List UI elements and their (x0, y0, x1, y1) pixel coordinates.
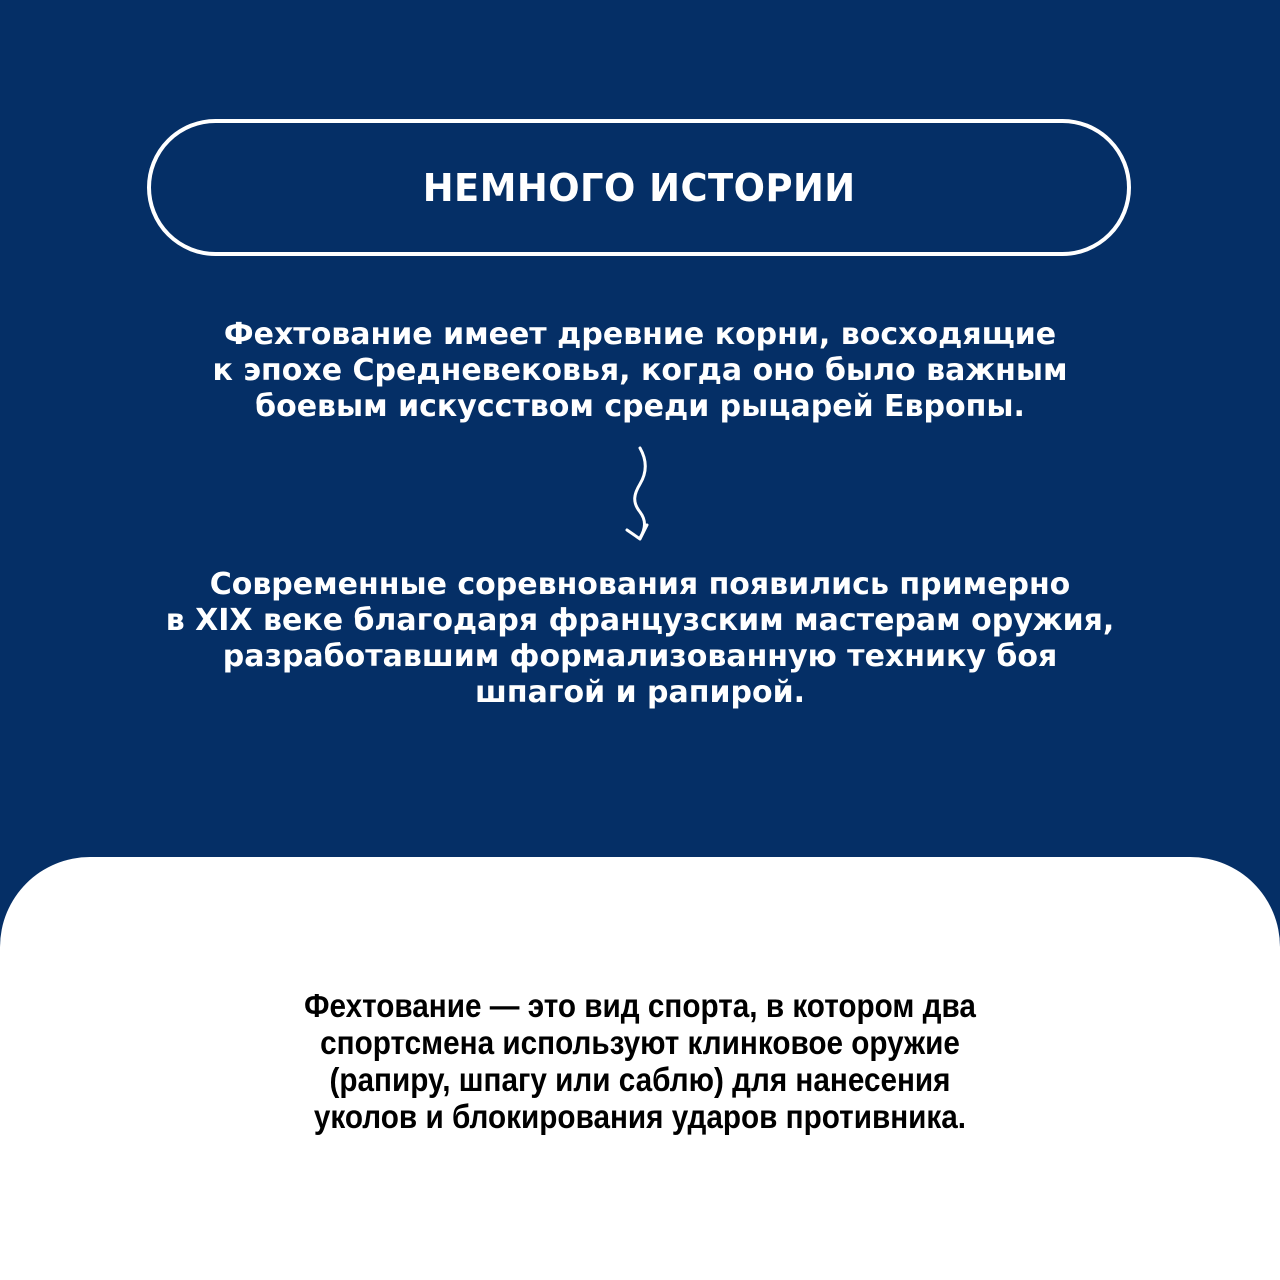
wavy-arrow-down-icon (610, 440, 670, 550)
text-line: шпагой и рапирой. (474, 675, 805, 710)
text-line: уколов и блокирования ударов противника. (313, 1098, 967, 1135)
page-title: НЕМНОГО ИСТОРИИ (422, 165, 856, 210)
text-line: в XIX веке благодаря французским мастерам оружия, (165, 603, 1115, 638)
text-line: (рапиру, шпагу или саблю) для нанесения (329, 1061, 951, 1098)
history-paragraph-medieval (0, 317, 1280, 425)
text-line: Современные соревнования появились примерно (209, 567, 1071, 602)
text-line: к эпохе Средневековья, когда оно было важным (212, 353, 1068, 388)
text-line: Фехтование имеет древние корни, восходящие (223, 317, 1057, 352)
text-line: спортсмена используют клинковое оружие (320, 1024, 960, 1061)
definition-paragraph (0, 987, 1280, 1135)
text-line: боевым искусством среди рыцарей Европы. (255, 389, 1025, 424)
text-line: разработавшим формализованную технику боя (222, 639, 1058, 674)
title-pill (147, 119, 1131, 256)
text-line: Фехтование — это вид спорта, в котором два (304, 987, 976, 1024)
history-paragraph-modern (0, 567, 1280, 711)
